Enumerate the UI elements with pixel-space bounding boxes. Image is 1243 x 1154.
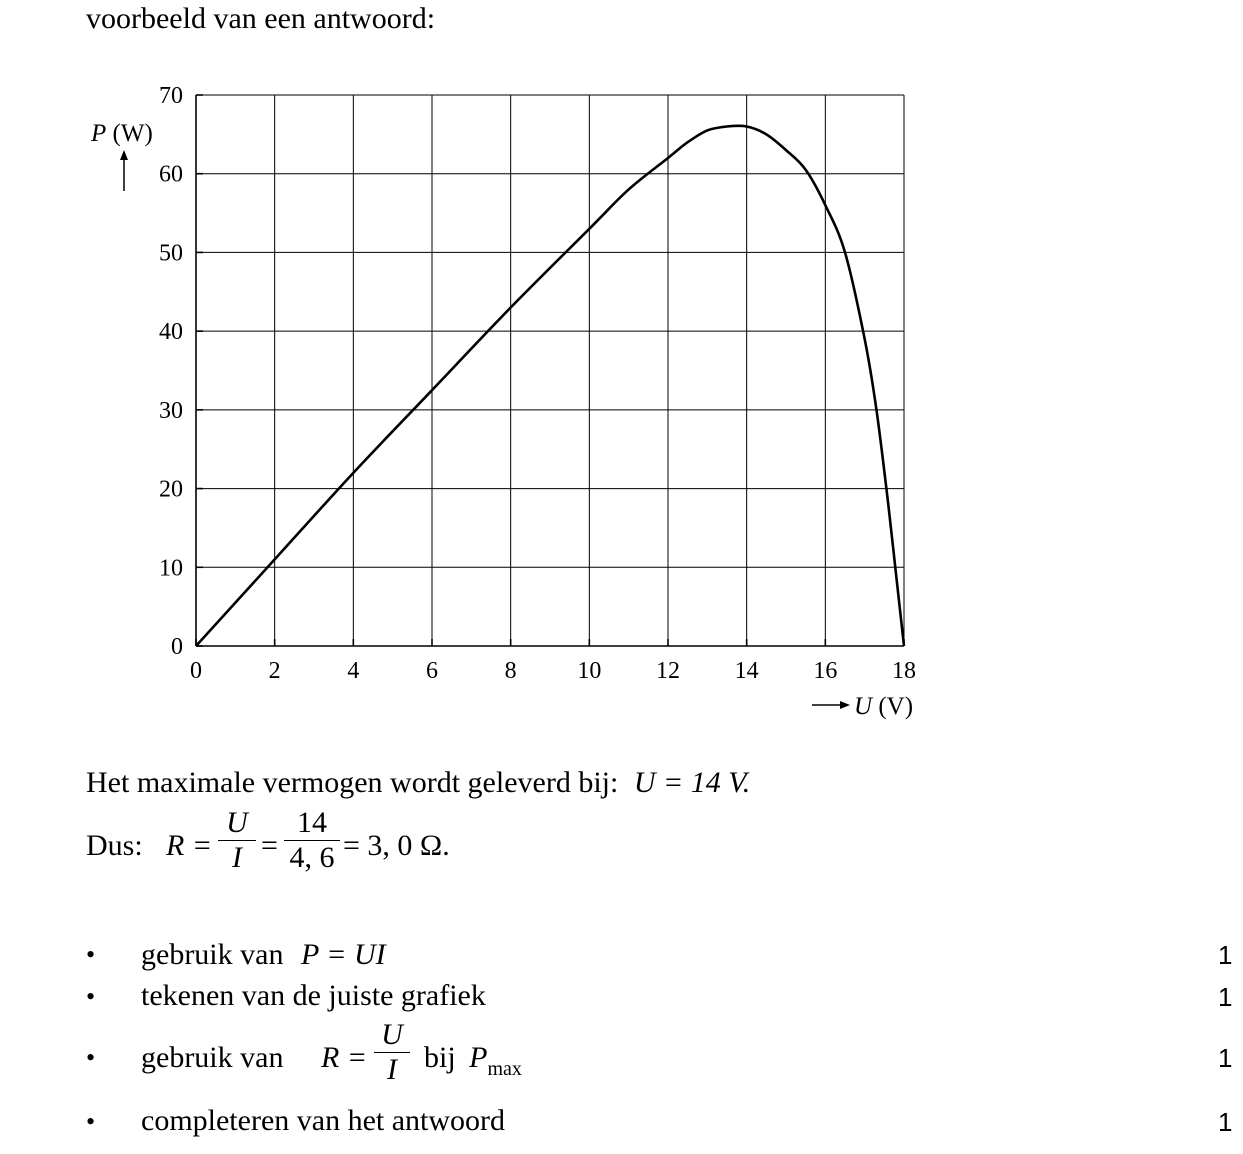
y-tick-label: 20 bbox=[159, 476, 183, 503]
chart-ticks bbox=[196, 95, 904, 646]
y-tick-label: 60 bbox=[159, 161, 183, 188]
x-tick-label: 12 bbox=[656, 658, 680, 684]
y-tick-labels bbox=[159, 83, 183, 660]
x-tick-label: 2 bbox=[268, 658, 281, 684]
criterion-3-fraction bbox=[374, 1018, 410, 1087]
r-lhs: R = bbox=[166, 829, 213, 862]
max-power-text: Het maximale vermogen wordt geleverd bij: bbox=[86, 766, 619, 799]
x-axis-title bbox=[812, 693, 913, 720]
fraction-numerator: U bbox=[226, 806, 248, 839]
fraction-denominator: I bbox=[232, 841, 242, 874]
chart-frame bbox=[196, 95, 904, 646]
fraction-14-over-4-6 bbox=[284, 806, 340, 875]
y-tick-label: 0 bbox=[171, 634, 183, 660]
y-arrow-head bbox=[120, 150, 128, 160]
criterion-2-score: 1 bbox=[1218, 982, 1233, 1012]
x-tick-labels bbox=[190, 658, 916, 684]
criterion-1-formula: P = UI bbox=[300, 938, 386, 971]
criterion-4-score: 1 bbox=[1218, 1107, 1233, 1137]
criterion-1 bbox=[141, 938, 386, 972]
max-power-formula: U = 14 V. bbox=[633, 766, 751, 799]
dus-label: Dus: bbox=[86, 829, 143, 862]
fraction-denominator: 4, 6 bbox=[289, 841, 335, 874]
intro-text: voorbeeld van een antwoord: bbox=[86, 2, 436, 35]
criterion-3-bij-text: bij bbox=[424, 1041, 456, 1074]
x-tick-label: 6 bbox=[426, 658, 438, 684]
criterion-3-score: 1 bbox=[1218, 1043, 1233, 1073]
y-axis-title bbox=[90, 120, 153, 191]
criterion-3-bij bbox=[424, 1041, 522, 1086]
bullet-1: • bbox=[86, 940, 96, 969]
fraction-numerator: 14 bbox=[297, 806, 327, 839]
x-tick-label: 14 bbox=[734, 658, 759, 684]
chart-grid bbox=[196, 95, 904, 646]
x-tick-label: 0 bbox=[190, 658, 202, 684]
y-axis-label: P (W) bbox=[91, 120, 153, 147]
fraction-denominator: I bbox=[387, 1053, 397, 1086]
y-tick-label: 40 bbox=[159, 319, 183, 346]
max-power-statement bbox=[86, 766, 750, 800]
p-max-symbol: P bbox=[469, 1041, 488, 1074]
bullet-3: • bbox=[86, 1043, 96, 1072]
criterion-2-text: tekenen van de juiste grafiek bbox=[141, 979, 486, 1012]
y-tick-label: 10 bbox=[159, 555, 183, 582]
x-tick-label: 4 bbox=[347, 658, 360, 684]
fraction-numerator: U bbox=[381, 1018, 403, 1051]
x-arrow-head bbox=[840, 701, 850, 709]
criterion-3-lhs: R = bbox=[321, 1041, 368, 1074]
r-result: = 3, 0 Ω. bbox=[343, 829, 450, 862]
criterion-1-text: gebruik van bbox=[141, 938, 284, 971]
x-tick-label: 16 bbox=[813, 658, 838, 684]
equals-sign: = bbox=[261, 829, 278, 862]
y-tick-label: 50 bbox=[159, 240, 183, 267]
x-tick-label: 8 bbox=[504, 658, 517, 684]
x-tick-label: 18 bbox=[892, 658, 916, 684]
p-max-subscript: max bbox=[487, 1058, 522, 1080]
bullet-2: • bbox=[86, 982, 96, 1011]
fraction-u-over-i bbox=[218, 806, 256, 875]
power-curve bbox=[196, 126, 904, 646]
x-axis-label: U (V) bbox=[854, 693, 914, 720]
criterion-4-text: completeren van het antwoord bbox=[141, 1104, 506, 1137]
y-tick-label: 70 bbox=[159, 83, 183, 109]
bullet-4: • bbox=[86, 1107, 96, 1136]
x-tick-label: 10 bbox=[577, 658, 602, 684]
y-tick-label: 30 bbox=[159, 397, 183, 424]
criterion-3-text: gebruik van bbox=[141, 1041, 284, 1074]
criterion-1-score: 1 bbox=[1218, 940, 1233, 970]
